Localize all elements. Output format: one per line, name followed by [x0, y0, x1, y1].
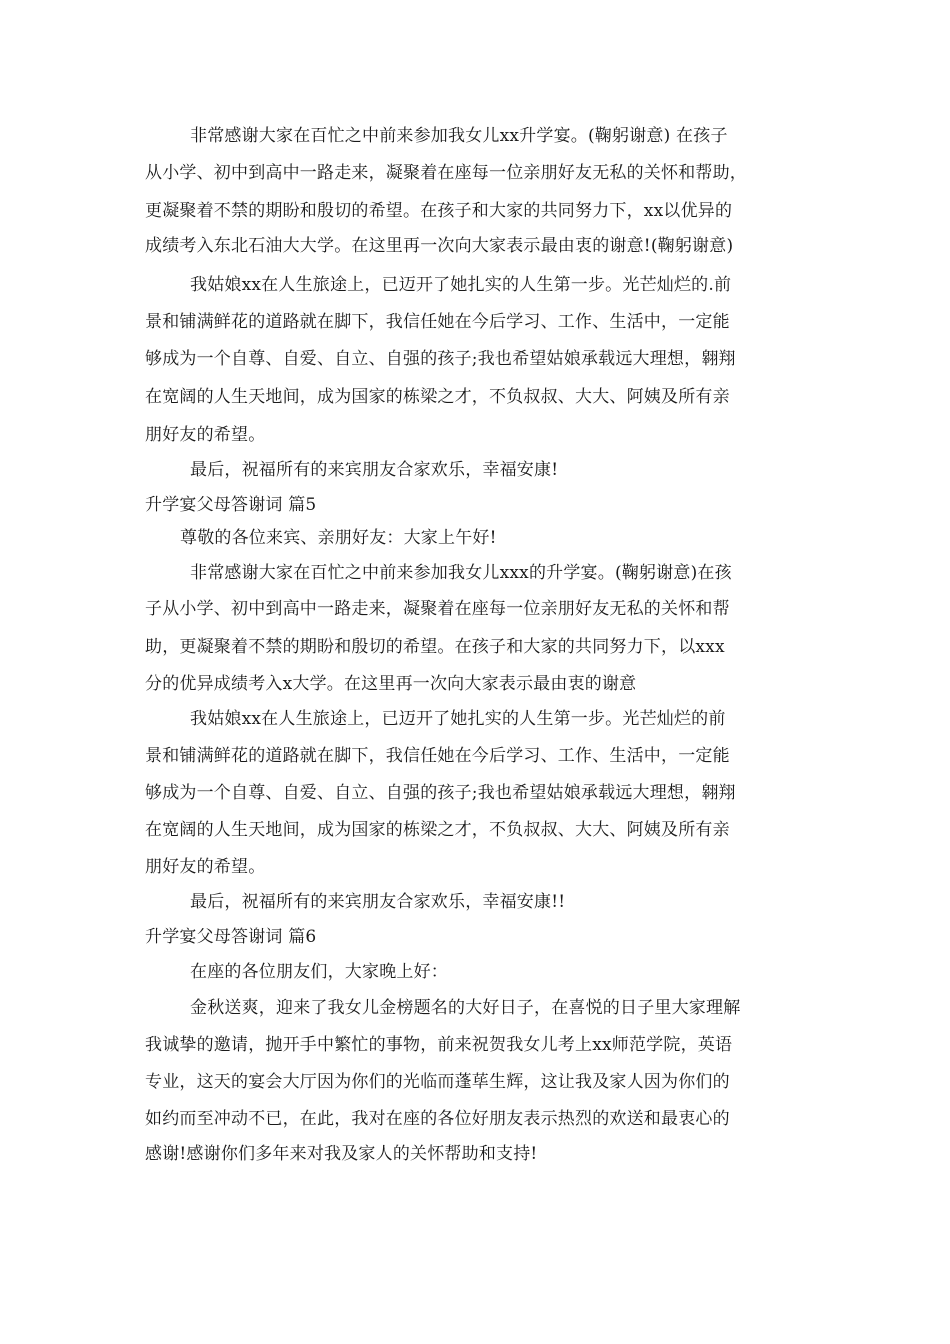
paragraph-line: 非常感谢大家在百忙之中前来参加我女儿xx升学宴。(鞠躬谢意) 在孩子 [190, 126, 728, 146]
paragraph-line: 金秋送爽，迎来了我女儿金榜题名的大好日子，在喜悦的日子里大家理解 [190, 998, 741, 1018]
paragraph-line: 如约而至冲动不已，在此，我对在座的各位好朋友表示热烈的欢送和最衷心的 [145, 1109, 730, 1129]
paragraph-line: 最后，祝福所有的来宾朋友合家欢乐，幸福安康! [190, 460, 559, 480]
section-heading: 升学宴父母答谢词 篇6 [145, 927, 317, 947]
paragraph-line: 在宽阔的人生天地间，成为国家的栋梁之才，不负叔叔、大大、阿姨及所有亲 [145, 820, 730, 840]
greeting-line: 尊敬的各位来宾、亲朋好友：大家上午好! [180, 528, 497, 548]
paragraph-line: 朋好友的希望。 [145, 425, 266, 445]
section-heading: 升学宴父母答谢词 篇5 [145, 495, 317, 515]
paragraph-line: 非常感谢大家在百忙之中前来参加我女儿xxx的升学宴。(鞠躬谢意)在孩 [190, 563, 732, 583]
paragraph-line: 景和铺满鲜花的道路就在脚下，我信任她在今后学习、工作、生活中，一定能 [145, 746, 730, 766]
paragraph-line: 助，更凝聚着不禁的期盼和殷切的希望。在孩子和大家的共同努力下，以xxx [145, 637, 725, 657]
paragraph-line: 够成为一个自尊、自爱、自立、自强的孩子;我也希望姑娘承载远大理想，翱翔 [145, 783, 736, 803]
paragraph-line: 分的优异成绩考入x大学。在这里再一次向大家表示最由衷的谢意 [145, 674, 637, 694]
paragraph-line: 朋好友的希望。 [145, 857, 266, 877]
paragraph-line: 我姑娘xx在人生旅途上，已迈开了她扎实的人生第一步。光芒灿烂的前 [190, 709, 726, 729]
paragraph-line: 专业，这天的宴会大厅因为你们的光临而蓬荜生辉，这让我及家人因为你们的 [145, 1072, 730, 1092]
paragraph-line: 在宽阔的人生天地间，成为国家的栋梁之才，不负叔叔、大大、阿姨及所有亲 [145, 387, 730, 407]
paragraph-line: 子从小学、初中到高中一路走来，凝聚着在座每一位亲朋好友无私的关怀和帮 [145, 599, 730, 619]
paragraph-line: 我姑娘xx在人生旅途上，已迈开了她扎实的人生第一步。光芒灿烂的.前 [190, 275, 732, 295]
paragraph-line: 景和铺满鲜花的道路就在脚下，我信任她在今后学习、工作、生活中，一定能 [145, 312, 730, 332]
paragraph-line: 成绩考入东北石油大大学。在这里再一次向大家表示最由衷的谢意!(鞠躬谢意) [145, 236, 734, 256]
paragraph-line: 够成为一个自尊、自爱、自立、自强的孩子;我也希望姑娘承载远大理想，翱翔 [145, 349, 736, 369]
paragraph-line: 最后，祝福所有的来宾朋友合家欢乐，幸福安康!! [190, 892, 566, 912]
paragraph-line: 从小学、初中到高中一路走来，凝聚着在座每一位亲朋好友无私的关怀和帮助， [145, 163, 747, 183]
paragraph-line: 感谢!感谢你们多年来对我及家人的关怀帮助和支持! [145, 1144, 538, 1164]
greeting-line: 在座的各位朋友们，大家晚上好： [190, 962, 448, 982]
paragraph-line: 更凝聚着不禁的期盼和殷切的希望。在孩子和大家的共同努力下，xx以优异的 [145, 201, 733, 221]
paragraph-line: 我诚挚的邀请，抛开手中繁忙的事物，前来祝贺我女儿考上xx师范学院，英语 [145, 1035, 733, 1055]
